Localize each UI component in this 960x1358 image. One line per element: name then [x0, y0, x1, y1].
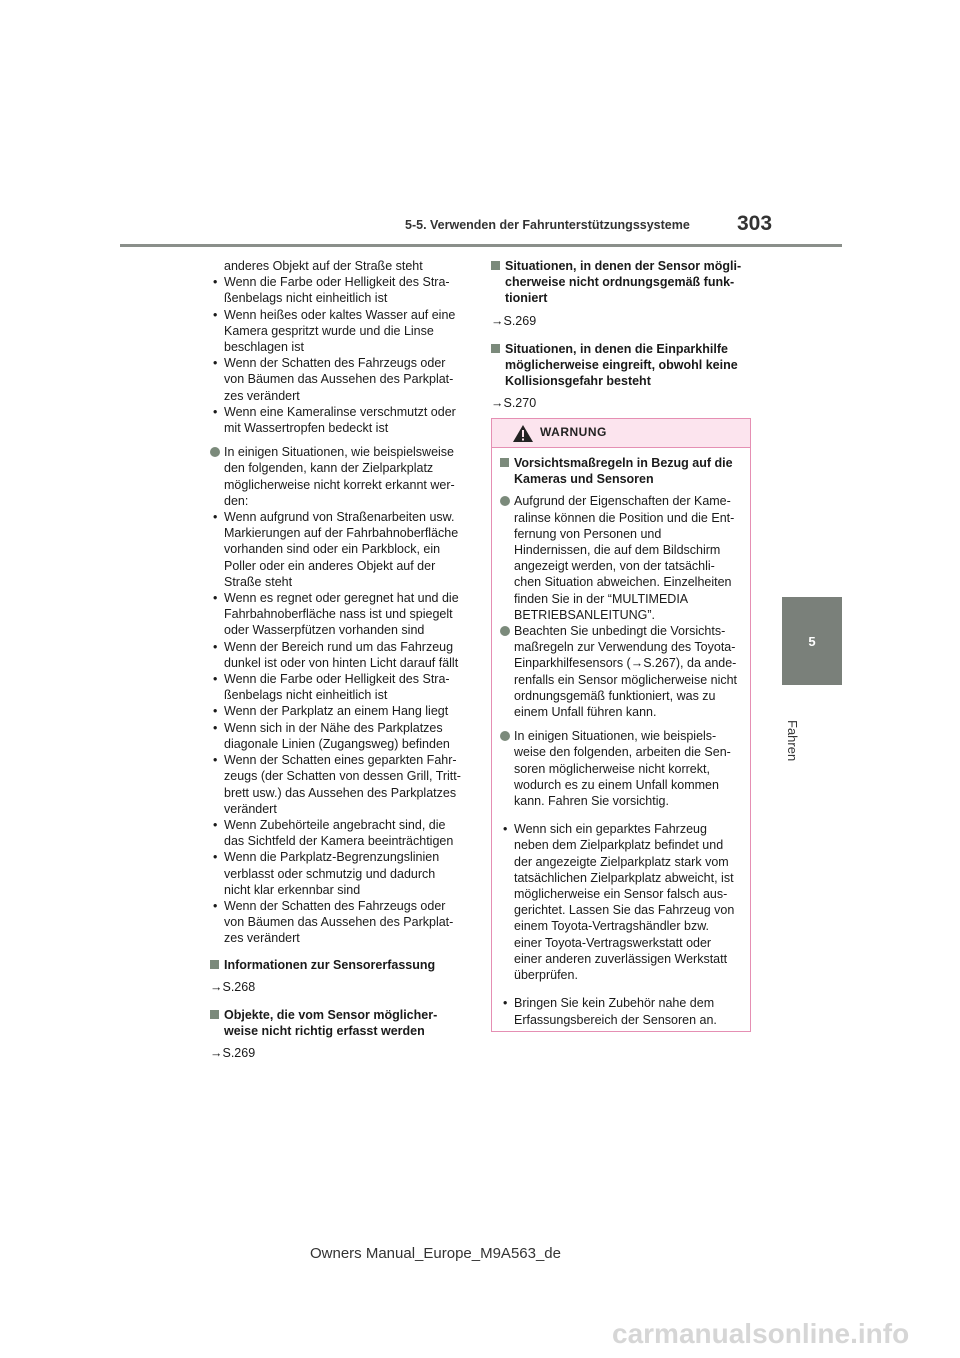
text-line: Wenn Zubehörteile angebracht sind, die — [224, 817, 446, 832]
list-item — [210, 274, 470, 306]
text-line: tioniert — [505, 291, 548, 306]
text-line: gerichtet. Lassen Sie das Fahrzeug von — [514, 903, 735, 918]
text-line: angezeigt werden, von der tatsächli- — [514, 559, 715, 574]
text-line: Bringen Sie kein Zubehör nahe dem — [514, 996, 715, 1011]
text-line: zes verändert — [224, 931, 300, 946]
text-line: Aufgrund der Eigenschaften der Kame- — [514, 494, 731, 509]
list-item — [210, 703, 470, 719]
text-line: weise nicht richtig erfasst werden — [224, 1024, 425, 1039]
section-heading — [491, 258, 751, 307]
text-line: neben dem Zielparkplatz befindet und — [514, 838, 724, 853]
text-line: Straße steht — [224, 574, 293, 589]
section-heading: Informationen zur Sensorerfassung — [210, 957, 470, 973]
warning-bullet — [500, 821, 740, 983]
text-line: renfalls ein Sensor möglicherweise nicht — [514, 672, 738, 687]
text-line: Kameras und Sensoren — [514, 472, 654, 487]
text-line: BETRIEBSANLEITUNG”. — [514, 607, 655, 622]
list-item — [210, 752, 470, 817]
text-line: Wenn eine Kameralinse verschmutzt oder — [224, 404, 456, 419]
text-line: mit Wassertropfen bedeckt ist — [224, 421, 389, 436]
footer-doc-id: Owners Manual_Europe_M9A563_de — [310, 1245, 561, 1262]
bullet-list — [210, 274, 470, 436]
intro-continuation: anderes Objekt auf der Straße steht — [224, 259, 423, 273]
warning-item — [500, 728, 740, 809]
text-line: einem Toyota-Vertragshändler bzw. — [514, 919, 710, 934]
text-line: finden Sie in der “MULTIMEDIA — [514, 591, 689, 606]
text-line: Wenn heißes oder kaltes Wasser auf eine — [224, 307, 456, 322]
text-line: Kollisionsgefahr besteht — [505, 374, 651, 389]
text-line: Wenn der Bereich rund um das Fahrzeug — [224, 639, 454, 654]
page-number: 303 — [737, 212, 773, 235]
text-line: Poller oder ein anderes Objekt auf der — [224, 558, 436, 573]
text-line: Wenn der Schatten des Fahrzeugs oder — [224, 898, 446, 913]
text-line: Wenn der Schatten des Fahrzeugs oder — [224, 356, 446, 371]
text-line: einem Unfall führen kann. — [514, 705, 657, 720]
text-line: möglicherweise eingreift, obwohl keine — [505, 358, 738, 373]
list-item — [210, 355, 470, 404]
text-line: ralinse können die Position und die Ent- — [514, 510, 735, 525]
text-line: Markierungen auf der Fahrbahnoberfläche — [224, 526, 459, 541]
bullet-list — [210, 509, 470, 946]
text-line: cherweise nicht ordnungsgemäß funk- — [505, 275, 735, 290]
text-line: von Bäumen das Aussehen des Parkplat- — [224, 915, 454, 930]
text-line: Objekte, die vom Sensor möglicher- — [224, 1007, 438, 1022]
chapter-number: 5 — [808, 633, 816, 649]
warning-title: WARNUNG — [540, 425, 607, 439]
text-line: Situationen, in denen die Einparkhilfe — [505, 341, 728, 356]
watermark: carmanualsonline.info — [612, 1318, 910, 1349]
circle-item — [210, 444, 470, 509]
text-line: den folgenden, kann der Zielparkplatz — [224, 461, 434, 476]
header-divider — [120, 244, 842, 247]
chapter-label: Fahren — [785, 720, 800, 762]
text-line: möglicherweise ein Sensor falsch aus- — [514, 887, 728, 902]
text-line: Situationen, in denen der Sensor mögli- — [505, 259, 742, 273]
list-item — [210, 817, 470, 849]
text-line: einer anderen zuverlässigen Werkstatt — [514, 951, 728, 966]
text-line: Vorsichtsmaßregeln in Bezug auf die — [514, 456, 733, 470]
right-column — [491, 258, 751, 424]
text-line: chen Situation abweichen. Einzelheiten — [514, 575, 732, 590]
text-line: tatsächlichen Zielparkplatz abweicht, ist — [514, 870, 734, 885]
text-line: Wenn die Farbe oder Helligkeit des Stra- — [224, 275, 450, 290]
list-item — [210, 849, 470, 898]
text-line: Wenn die Parkplatz-Begrenzungslinien — [224, 850, 440, 865]
text-line: dunkel ist oder von hinten Licht darauf fällt — [224, 655, 459, 670]
page-reference[interactable]: →S.269 — [491, 313, 537, 328]
text-line: überprüfen. — [514, 968, 578, 983]
text-line: Wenn der Parkplatz an einem Hang liegt — [224, 704, 449, 719]
section-heading — [210, 1007, 470, 1039]
text-line: verändert — [224, 801, 277, 816]
text-line: soren möglicherweise nicht korrekt, — [514, 761, 710, 776]
page-reference[interactable]: →S.269 — [210, 1046, 256, 1061]
warning-box — [491, 418, 751, 1032]
text-line: Wenn aufgrund von Straßenarbeiten usw. — [224, 510, 455, 525]
list-item — [210, 404, 470, 436]
text-line: weise den folgenden, arbeiten die Sen- — [514, 745, 731, 760]
text-line: zes verändert — [224, 388, 300, 403]
text-line: Wenn der Schatten eines geparkten Fahr- — [224, 753, 457, 768]
list-item — [210, 639, 470, 671]
text-line: oder Wasserpfützen vorhanden sind — [224, 623, 425, 638]
list-item — [210, 509, 470, 590]
text-line: vorhanden sind oder ein Parkblock, ein — [224, 542, 441, 557]
warning-icon — [512, 424, 534, 443]
warning-item — [500, 493, 740, 623]
list-item — [210, 671, 470, 703]
text-line: von Bäumen das Aussehen des Parkplat- — [224, 372, 454, 387]
chapter-tab[interactable] — [782, 597, 842, 685]
text-line: zeugs (der Schatten von dessen Grill, Tritt- — [224, 769, 461, 784]
text-line: fernung von Personen und — [514, 526, 662, 541]
text-line: wodurch es zu einem Unfall kommen — [514, 777, 719, 792]
page-reference[interactable]: →S.270 — [491, 396, 537, 411]
text-line: ordnungsgemäß funktioniert, was zu — [514, 688, 716, 703]
warning-header — [492, 419, 750, 448]
text-line: beschlagen ist — [224, 340, 304, 355]
page-reference[interactable]: →S.268 — [210, 979, 256, 994]
text-line: kann. Fahren Sie vorsichtig. — [514, 794, 669, 809]
list-item — [210, 307, 470, 356]
section-heading — [491, 341, 751, 390]
text-line: der angezeigte Zielparkplatz stark vom — [514, 854, 729, 869]
text-line: diagonale Linien (Zugangsweg) befinden — [224, 736, 450, 751]
text-line: das Sichtfeld der Kamera beeinträchtigen — [224, 834, 454, 849]
text-line: Fahrbahnoberfläche nass ist und spiegelt — [224, 607, 453, 622]
text-line: Wenn es regnet oder geregnet hat und die — [224, 591, 459, 606]
text-line: Wenn sich in der Nähe des Parkplatzes — [224, 720, 443, 735]
text-line: möglicherweise nicht korrekt erkannt wer- — [224, 477, 455, 492]
text-line: Wenn sich ein geparktes Fahrzeug — [514, 822, 707, 837]
text-line: den: — [224, 493, 249, 508]
text-line: einer Toyota-Vertragswerkstatt oder — [514, 935, 712, 950]
warning-bullet — [500, 995, 740, 1027]
text-line: ßenbelags nicht einheitlich ist — [224, 688, 388, 703]
text-line: ßenbelags nicht einheitlich ist — [224, 291, 388, 306]
warning-item: Beachten Sie unbedingt die Vorsichts- maßregeln zur Verwendung des Toyota- Einparkhilfesensors (→S.267), da ande- renfalls ein Sensor möglicherweise nicht ordnungsgemäß funktioniert, was zu einem Unfall führen kann. — [500, 623, 740, 720]
text-line: nicht klar erkennbar sind — [224, 882, 361, 897]
text-line: Wenn die Farbe oder Helligkeit des Stra- — [224, 672, 450, 687]
list-item — [210, 590, 470, 639]
list-item — [210, 898, 470, 947]
list-item — [210, 720, 470, 752]
text-line: In einigen Situationen, wie beispielsweise — [224, 445, 455, 460]
text-line: Erfassungsbereich der Sensoren an. — [514, 1012, 717, 1027]
text-line: brett usw.) das Aussehen des Parkplatzes — [224, 785, 457, 800]
text-line: Hindernissen, die auf dem Bildschirm — [514, 543, 721, 558]
page-reference[interactable]: S.267 — [643, 656, 676, 671]
left-column — [210, 258, 470, 1074]
section-title: 5-5. Verwenden der Fahrunterstützungssysteme — [405, 218, 690, 232]
warning-heading — [500, 455, 740, 487]
warning-body — [492, 448, 750, 1028]
text-line: Kamera gespritzt wurde und die Linse — [224, 323, 434, 338]
text-line: verblasst oder schmutzig und dadurch — [224, 866, 436, 881]
text-line: In einigen Situationen, wie beispiels- — [514, 729, 717, 744]
